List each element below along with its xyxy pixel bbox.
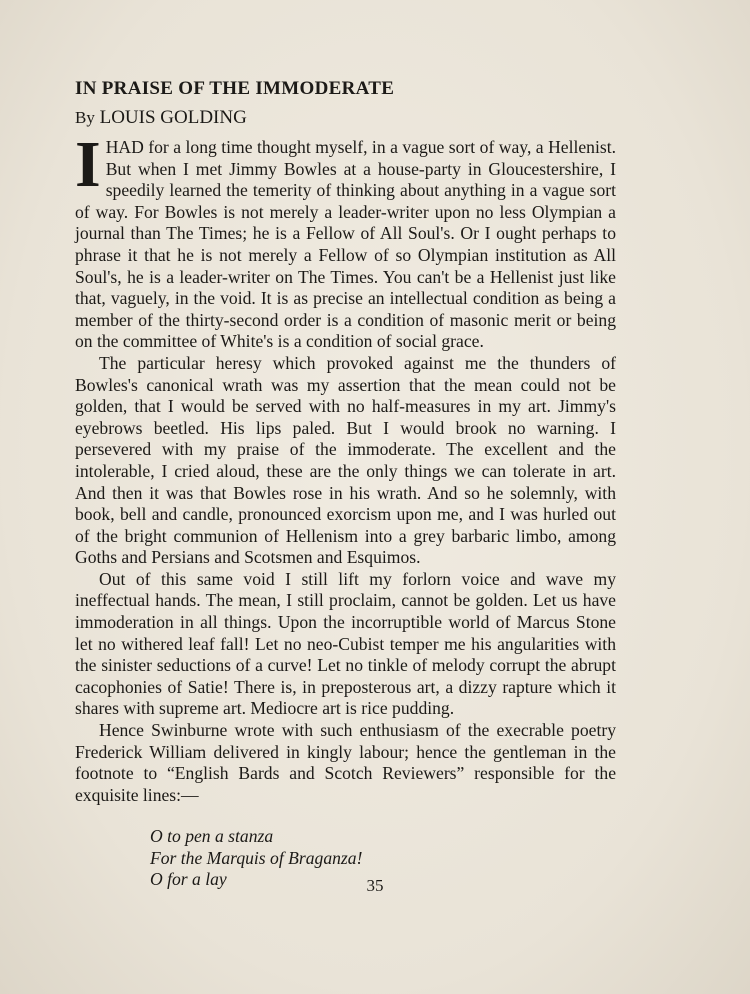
article-title: IN PRAISE OF THE IMMODERATE [75, 78, 395, 99]
paragraph-1-text: HAD for a long time thought myself, in a vague sort of way, a Hellenist. But when I met Jimmy Bowles at a house-party in Gloucestershire, I speedily learned the temerity of thinking about anything in a vague sort of way. For Bowles is not merely a leader-writer upon no less Olympian a journal than The Times; he is a Fellow of All Soul's. Or I ought perhaps to phrase it that he is not merely a Fellow of so Olympian institution as All Soul's, he is a leader-writer on The Times. You can't be a Hellenist just like that, vaguely, in the void. It is as precise an intellectual condition as being a member of the thirty-second order is a condition of masonic merit or being on the committee of White's is a condition of social grace. [75, 137, 616, 352]
poem-line: For the Marquis of Braganza! [150, 847, 363, 868]
byline-prefix: By [75, 108, 95, 127]
poem-line: O to pen a stanza [150, 826, 274, 847]
poem-line: O for a lay [150, 869, 227, 890]
article-body [75, 76, 616, 891]
paragraph-2: The particular heresy which provoked against me the thunders of Bowles's canonical wrath was my assertion that the mean could not be golden, that I would be served with no half-measures in my art. Jimmy's eyebrows beetled. His lips paled. But I would brook no warning. I persevered with my praise of the immoderate. The excellent and the intolerable, I cried aloud, these are the only things we can tolerate in art. And then it was that Bowles rose in his wrath. And so he solemnly, with book, bell and candle, pronounced exorcism upon me, and I was hurled out of the bright communion of Hellenism into a grey barbaric limbo, among Goths and Persians and Scotsmen and Esquimos. [75, 352, 616, 568]
byline [75, 105, 616, 131]
paragraph-3: Out of this same void I still lift my forlorn voice and wave my ineffectual hands. The mean, I still proclaim, cannot be golden. Let us have immoderation in all things. Upon the incorruptible world of Marcus Stone let no withered leaf fall! Let no neo-Cubist temper me his angularities with the sinister seductions of a curve! Let no tinkle of melody corrupt the abrupt cacophonies of Satie! There is, in preposterous art, a dizzy rapture which it shares with supreme art. Mediocre art is rice pudding. [75, 568, 616, 719]
drop-cap: I [75, 128, 101, 201]
paragraph-4: Hence Swinburne wrote with such enthusiasm of the execrable poetry Frederick William delivered in kingly labour; hence the gentleman in the footnote to “English Bards and Scotch Reviewers” responsible for the exquisite lines:— [75, 720, 616, 805]
author-name: LOUIS GOLDING [99, 107, 247, 128]
page-number: 35 [366, 876, 384, 895]
paragraph-1 [75, 128, 616, 353]
